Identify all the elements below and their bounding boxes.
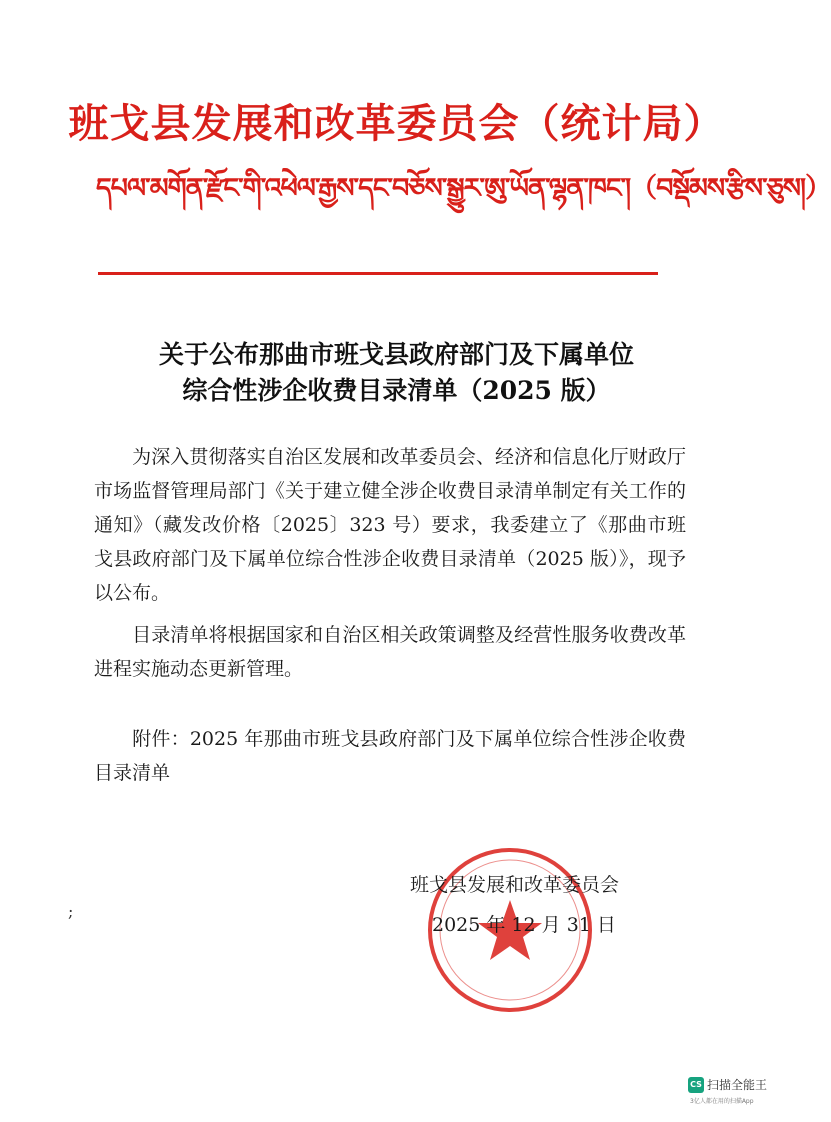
attachment-note-text: 附件：2025 年那曲市班戈县政府部门及下属单位综合性涉企收费目录清单 xyxy=(94,728,686,784)
body-paragraph-2-text: 目录清单将根据国家和自治区相关政策调整及经营性服务收费改革进程实施动态更新管理。 xyxy=(94,624,686,680)
scanner-tagline: 3亿人都在用的扫描App xyxy=(690,1098,754,1105)
attachment-note xyxy=(94,722,686,790)
issuer-name: 班戈县发展和改革委员会 xyxy=(410,874,620,896)
issue-date: 2025 年 12 月 31 日 xyxy=(432,914,616,936)
scanner-watermark xyxy=(688,1072,788,1112)
scanner-logo-icon: CS xyxy=(688,1077,704,1093)
letterhead-org-name-tibetan: དཔལ་མགོན་རྫོང་གི་འཕེལ་རྒྱས་དང་བཅོས་སྒྱུར་ཨུ་ཡོན་ལྷན་ཁང་།（བསྡོམས་རྩིས་ཅུས།） xyxy=(96,173,831,204)
body-paragraph-2 xyxy=(94,618,686,686)
document-title-line-1: 关于公布那曲市班戈县政府部门及下属单位 xyxy=(158,340,634,369)
body-paragraph-1 xyxy=(94,440,686,610)
letterhead-red-rule xyxy=(98,272,658,275)
body-paragraph-1-text: 为深入贯彻落实自治区发展和改革委员会、经济和信息化厅财政厅 市场监督管理局部门《关于建立健全涉企收费目录清单制定有关工作的通知》（藏发改价格〔2025〕323 号）要求，我委建立了《那曲市班戈县政府部门及下属单位综合性涉企收费目录清单（2025 版）》，现予以公布。 xyxy=(94,446,686,604)
document-title-line-2: 综合性涉企收费目录清单（2025 版） xyxy=(182,376,611,405)
margin-mark: ; xyxy=(68,902,74,921)
scanner-name: 扫描全能王 xyxy=(707,1078,768,1092)
letterhead-org-name-cn: 班戈县发展和改革委员会（统计局） xyxy=(68,100,725,147)
